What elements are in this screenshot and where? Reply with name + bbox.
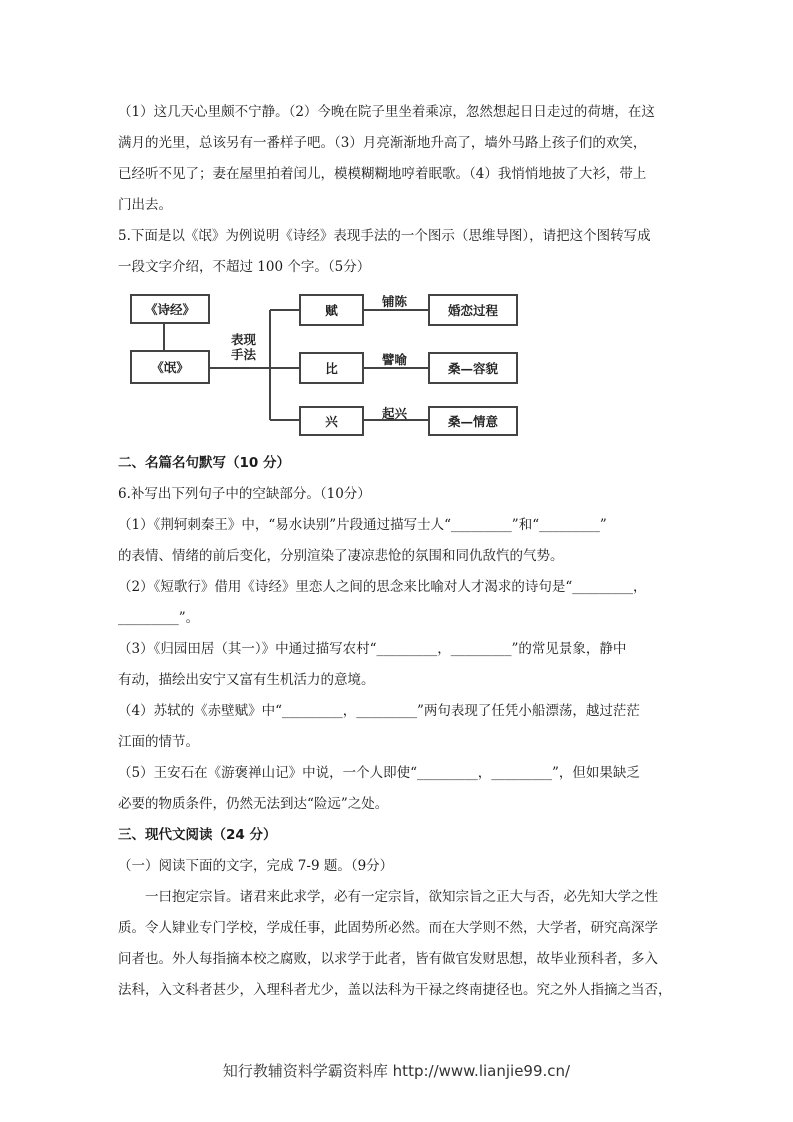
mind-map-diagram <box>118 282 528 442</box>
fill-item-2-line1: （2）《短歌行》借用《诗经》里恋人之间的思念来比喻对人才渴求的诗句是“_________， <box>118 579 647 595</box>
fill-item-4-line1: （4）苏轼的《赤壁赋》中“_________，_________”两句表现了任凭小船漂荡，越过茫茫 <box>118 703 640 719</box>
passage-line: 问者也。外人每指摘本校之腐败，以求学于此者，皆有做官发财思想，故毕业预科者，多入 <box>118 951 658 967</box>
node-xing-target: 桑—情意 <box>428 406 518 436</box>
fill-item-5-line1: （5）王安石在《游褒禅山记》中说，一个人即使“_________，_________”，但如果缺乏 <box>118 765 640 781</box>
section-2 <box>118 448 678 820</box>
question-5 <box>118 221 678 283</box>
text-line: 一段文字介绍，不超过 100 个字。（5分） <box>118 259 371 275</box>
node-bi-target: 桑—容貌 <box>428 352 518 384</box>
node-fu-target: 婚恋过程 <box>428 294 518 326</box>
page-footer: 知行教辅资料学霸资料库 http://www.lianjie99.cn/ <box>222 1062 571 1080</box>
node-shijing: 《诗经》 <box>130 294 210 324</box>
passage-line: 法科，入文科者甚少，入理科者尤少，盖以法科为干禄之终南捷径也。究之外人指摘之当否， <box>118 982 672 998</box>
fill-item-3-line1: （3）《归园田居（其一）》中通过描写农村“_________，_________”的常见景象，静中 <box>118 641 627 657</box>
reading-subtitle: （一）阅读下面的文字，完成 7-9 题。（9分） <box>118 858 394 874</box>
edge-label-bi: 譬喻 <box>382 352 408 367</box>
text-line: 门出去。 <box>118 197 172 213</box>
section-heading: 二、名篇名句默写（10 分） <box>118 455 290 471</box>
edge-label-fu: 铺陈 <box>382 294 408 309</box>
text-line: 已经听不见了；妻在屋里拍着闰儿，模模糊糊地哼着眠歌。（4）我悄悄地披了大衫，带上 <box>118 166 647 182</box>
fill-item-2-line2: _________”。 <box>118 610 200 626</box>
passage-line: 一曰抱定宗旨。诸君来此求学，必有一定宗旨，欲知宗旨之正大与否，必先知大学之性 <box>145 889 658 905</box>
fill-item-3-line2: 有动，描绘出安宁又富有生机活力的意境。 <box>118 672 375 688</box>
fill-item-1-line1: （1）《荆轲刺秦王》中，“易水诀别”片段通过描写士人“_________”和“_________” <box>118 517 607 533</box>
text-line: 5.下面是以《氓》为例说明《诗经》表现手法的一个图示（思维导图），请把这个图转写成 <box>118 228 651 244</box>
fill-item-4-line2: 江面的情节。 <box>118 734 199 750</box>
fill-item-5-line2: 必要的物质条件，仍然无法到达“险远”之处。 <box>118 796 389 812</box>
node-xing: 兴 <box>299 406 364 436</box>
method-label: 表现 手法 <box>231 332 257 362</box>
edge-label-xing: 起兴 <box>382 406 408 421</box>
section-3 <box>118 820 678 1006</box>
section-heading: 三、现代文阅读（24 分） <box>118 827 277 843</box>
text-line: 满月的光里，总该另有一番样子吧。（3）月亮渐渐地升高了，墙外马路上孩子们的欢笑， <box>118 135 647 151</box>
node-bi: 比 <box>299 352 364 384</box>
question-6: 6.补写出下列句子中的空缺部分。（10分） <box>118 486 371 502</box>
intro-passage <box>118 97 678 221</box>
fill-item-1-line2: 的表情、情绪的前后变化，分别渲染了凄凉悲怆的氛围和同仇敌忾的气势。 <box>118 548 564 564</box>
node-fu: 赋 <box>299 294 364 326</box>
node-meng: 《氓》 <box>130 350 210 384</box>
text-line: （1）这几天心里颇不宁静。（2）今晚在院子里坐着乘凉，忽然想起日日走过的荷塘，在这 <box>118 104 655 120</box>
passage-line: 质。令人肄业专门学校，学成任事，此固势所必然。而在大学则不然，大学者，研究高深学 <box>118 920 658 936</box>
